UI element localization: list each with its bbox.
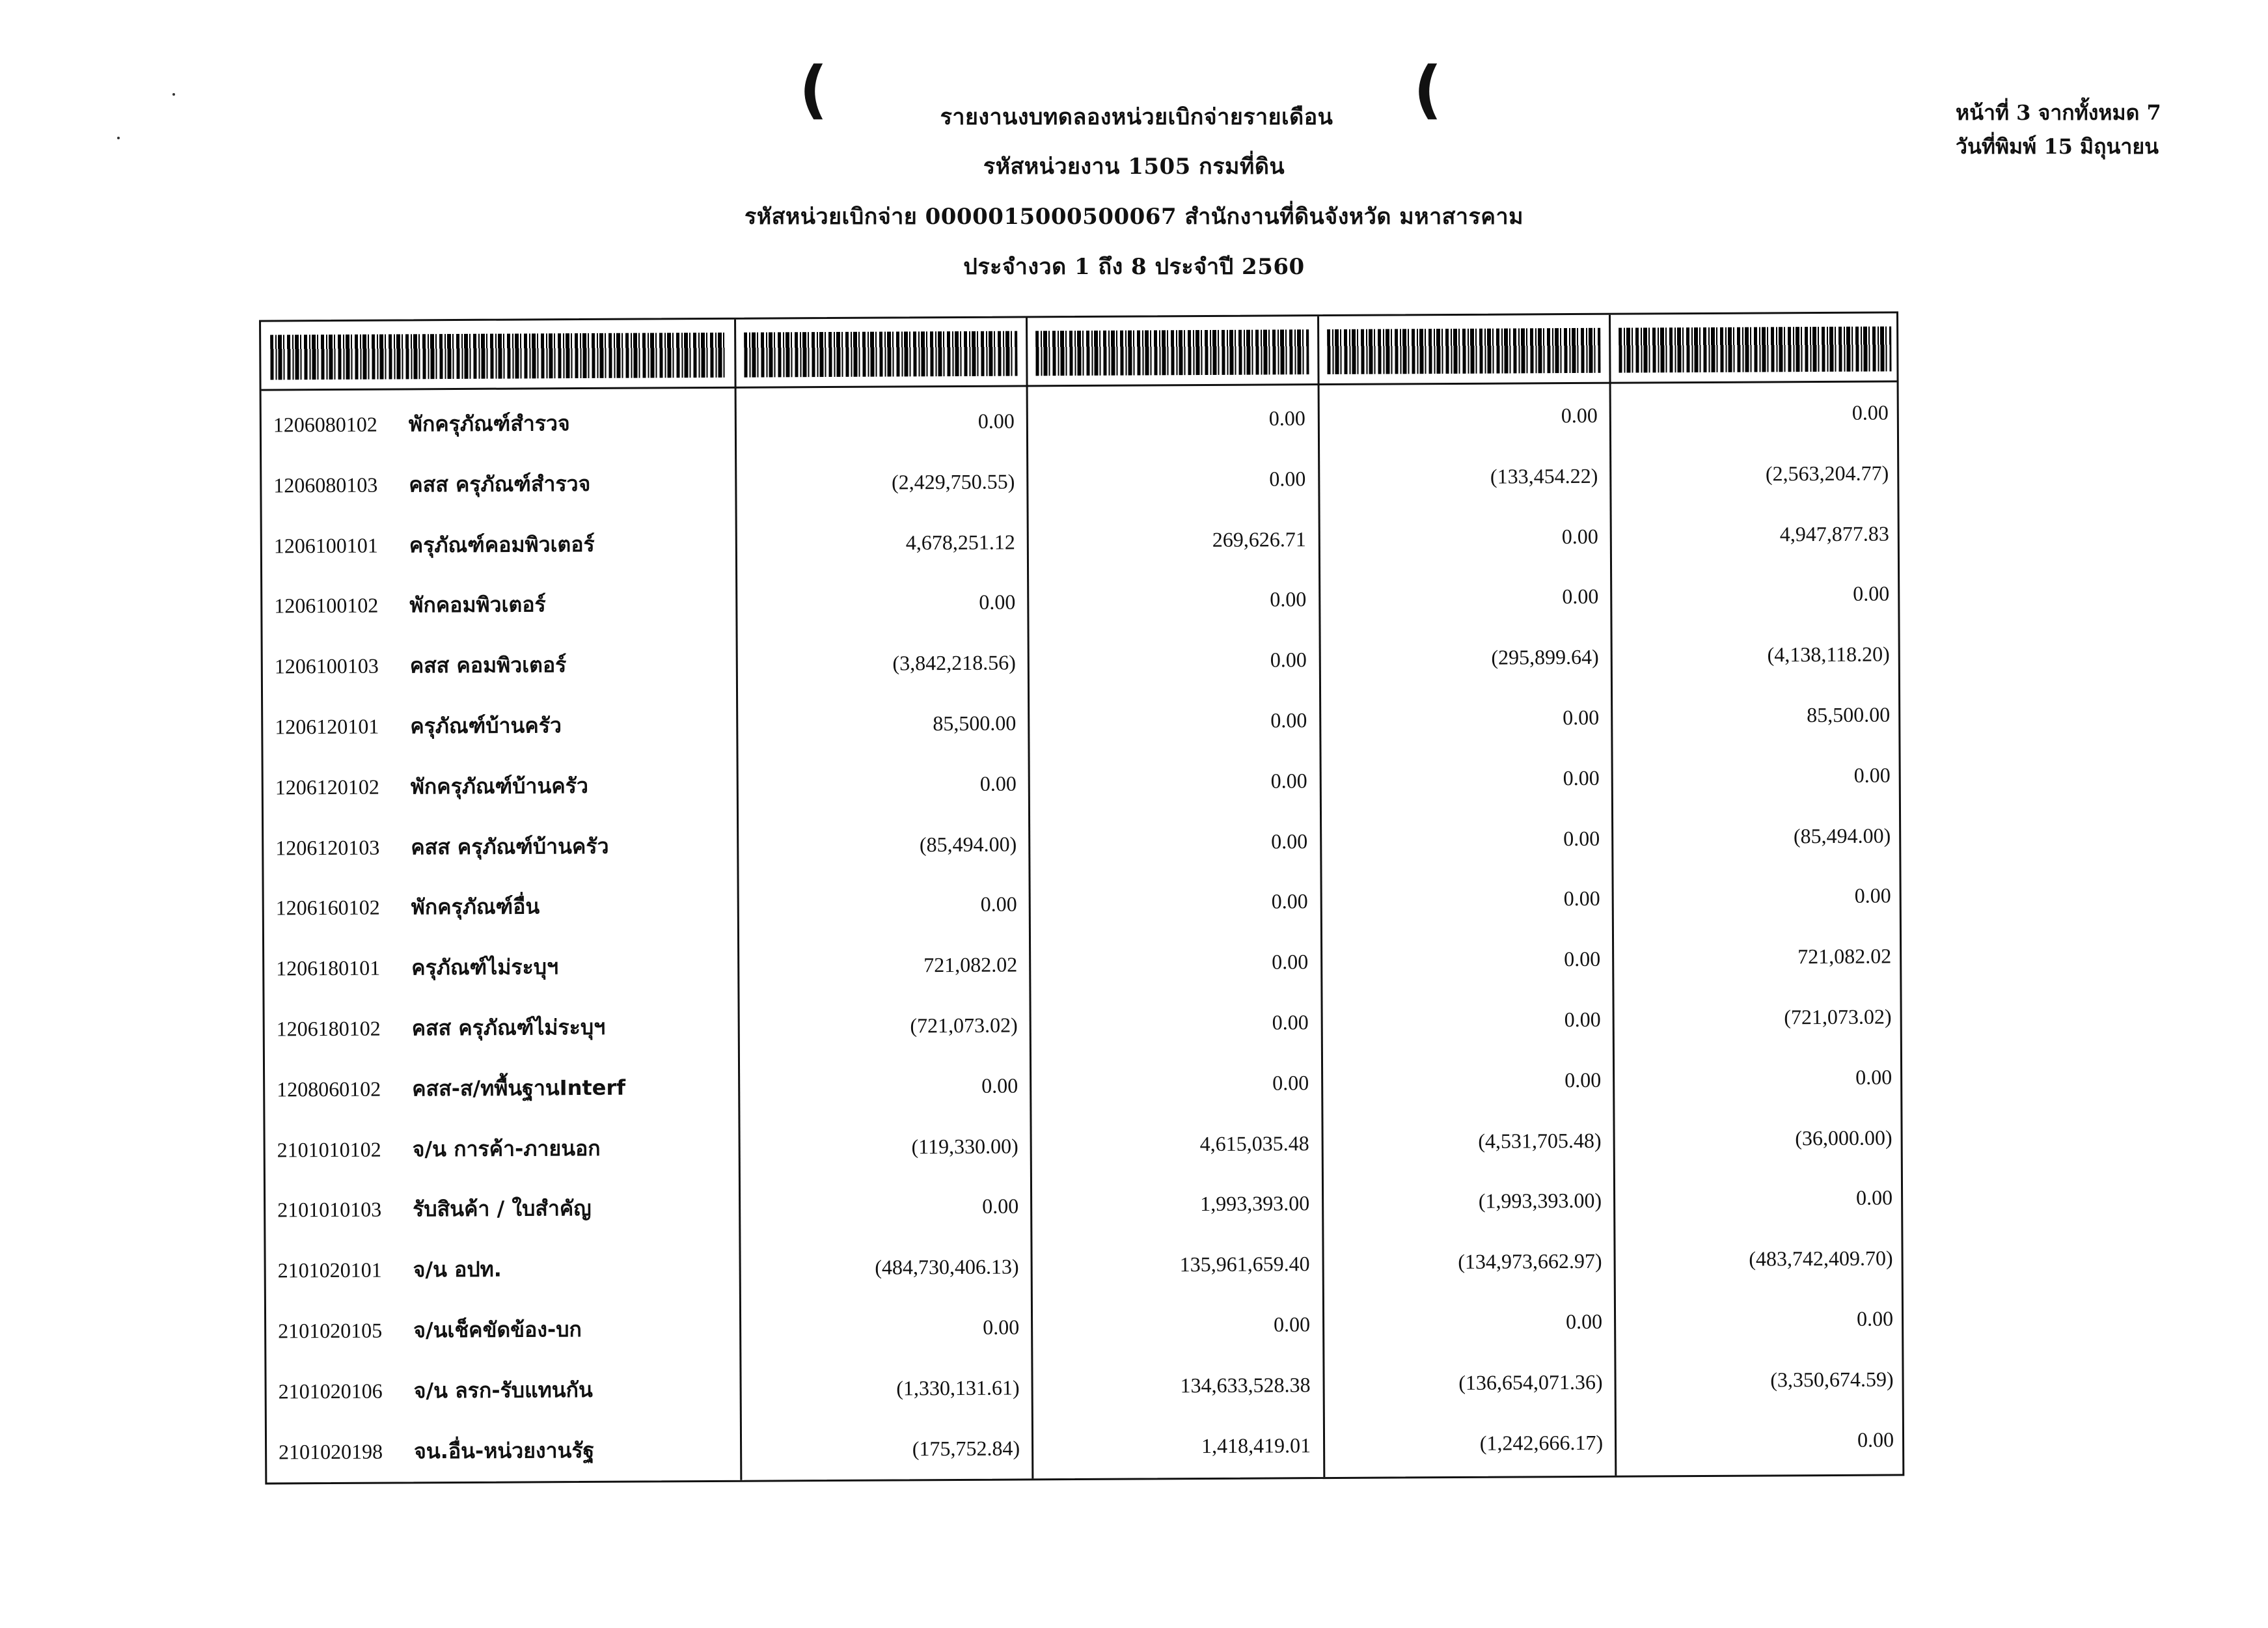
table-row (263, 687, 1898, 755)
amount-col4: 85,500.00 (1807, 702, 1891, 727)
account-name: จ/น อปท. (413, 1256, 502, 1282)
table-row (264, 929, 1900, 997)
account-name: ครุภัณฑ์ไม่ระบุฯ (411, 954, 559, 980)
amount-col4: (2,563,204.77) (1765, 461, 1889, 486)
account-code: 1206120102 (275, 775, 379, 799)
amount-col1: (85,494.00) (919, 832, 1017, 856)
amount-col3: 0.00 (1564, 1007, 1601, 1032)
account-name: พักคอมพิวเตอร์ (409, 592, 546, 618)
amount-col2: 0.00 (1272, 1070, 1309, 1095)
amount-col3: 0.00 (1562, 585, 1599, 609)
amount-col2: 0.00 (1270, 768, 1307, 793)
disbursing-unit-line: รหัสหน่วยเบิกจ่าย 0000015000500067 สำนักงานที่ดินจังหวัด มหาสารคาม (744, 204, 1524, 230)
amount-col4: 4,947,877.83 (1779, 521, 1889, 545)
amount-col4: 721,082.02 (1797, 944, 1892, 969)
account-name: จ/น ลรก-รับแทนกัน (413, 1377, 593, 1403)
table-row (264, 808, 1899, 876)
amount-col1: 85,500.00 (933, 711, 1017, 736)
amount-col3: (4,531,705.48) (1478, 1128, 1602, 1153)
amount-col4: 0.00 (1853, 763, 1891, 787)
account-name: คสส ครุภัณฑ์ไม่ระบุฯ (411, 1014, 606, 1041)
table-row (266, 1351, 1902, 1420)
header-barcode-account (261, 320, 735, 389)
account-name: คสส-ส/ทพื้นฐานInterf (412, 1075, 626, 1101)
table-row (267, 1412, 1902, 1480)
amount-col1: 0.00 (977, 409, 1015, 433)
amount-col2: 0.00 (1269, 466, 1306, 491)
account-name: จ/นเช็คขัดข้อง-บก (413, 1317, 582, 1343)
binding-mark-left: ( (799, 53, 828, 126)
agency-line: รหัสหน่วยงาน 1505 กรมที่ดิน (983, 154, 1285, 180)
account-name: จน.อื่น-หน่วยงานรัฐ (414, 1437, 595, 1463)
amount-col1: 0.00 (983, 1315, 1020, 1339)
amount-col2: 0.00 (1272, 1010, 1309, 1034)
table-row (264, 989, 1900, 1057)
amount-col1: (1,330,131.61) (896, 1375, 1020, 1400)
amount-col4: 0.00 (1857, 1428, 1894, 1452)
print-date: วันที่พิมพ์ 15 มิถุนายน (1956, 134, 2159, 159)
scan-speck (172, 93, 175, 96)
account-code: 2101020101 (277, 1258, 382, 1282)
amount-col3: (136,654,071.36) (1458, 1370, 1603, 1394)
amount-col3: 0.00 (1564, 1068, 1602, 1092)
amount-col1: 0.00 (981, 1073, 1018, 1097)
table-row (263, 627, 1898, 695)
amount-col3: (1,993,393.00) (1478, 1189, 1602, 1213)
amount-col3: (1,242,666.17) (1479, 1430, 1604, 1455)
amount-col1: (119,330.00) (911, 1134, 1018, 1158)
account-code: 2101020105 (278, 1318, 383, 1343)
account-code: 1206180101 (276, 956, 381, 980)
account-code: 1208060102 (277, 1077, 381, 1101)
amount-col3: 0.00 (1563, 766, 1600, 790)
table-row (264, 868, 1899, 937)
account-code: 1206100103 (274, 654, 379, 678)
amount-col2: 269,626.71 (1212, 527, 1306, 551)
amount-col2: 0.00 (1271, 889, 1308, 913)
amount-col4: 0.00 (1855, 1065, 1892, 1089)
table-row (265, 1049, 1900, 1118)
amount-col4: (3,350,674.59) (1770, 1367, 1894, 1392)
account-name: คสส คอมพิวเตอร์ (409, 652, 567, 678)
amount-col1: (2,429,750.55) (891, 469, 1015, 494)
amount-col4: (85,494.00) (1793, 823, 1891, 848)
trial-balance-table (259, 311, 1904, 1484)
amount-col4: 0.00 (1851, 400, 1889, 424)
amount-col2: 135,961,659.40 (1179, 1252, 1310, 1276)
amount-col3: 0.00 (1561, 524, 1598, 548)
table-header-row (261, 313, 1897, 391)
amount-col3: (133,454.22) (1490, 463, 1598, 488)
amount-col1: 721,082.02 (923, 952, 1018, 977)
account-name: คสส ครุภัณฑ์บ้านครัว (411, 833, 609, 859)
account-name: พักครุภัณฑ์บ้านครัว (410, 773, 588, 799)
amount-col2: 1,418,419.01 (1201, 1433, 1311, 1457)
table-row (265, 1110, 1900, 1178)
binding-mark-right: ( (1414, 53, 1442, 126)
amount-col2: 0.00 (1274, 1312, 1311, 1336)
amount-col3: 0.00 (1566, 1309, 1603, 1334)
amount-col1: 0.00 (979, 771, 1017, 795)
table-row (262, 385, 1897, 453)
amount-col3: (134,973,662.97) (1458, 1249, 1602, 1274)
amount-col2: 0.00 (1271, 829, 1308, 853)
account-name: รับสินค้า / ใบสำคัญ (413, 1196, 592, 1222)
header-barcode-col2 (1026, 316, 1318, 385)
account-code: 1206100102 (274, 594, 379, 618)
table-row (262, 566, 1898, 635)
amount-col3: (295,899.64) (1491, 645, 1599, 669)
scan-speck (117, 137, 120, 139)
amount-col2: 0.00 (1268, 406, 1305, 430)
amount-col4: 0.00 (1856, 1306, 1894, 1331)
table-row (262, 506, 1898, 574)
amount-col1: (175,752.84) (912, 1436, 1020, 1460)
table-row (266, 1170, 1901, 1239)
header-barcode-col3 (1318, 315, 1610, 383)
account-code: 1206180102 (276, 1016, 381, 1041)
account-name: พักครุภัณฑ์อื่น (411, 894, 540, 920)
amount-col2: 0.00 (1270, 648, 1307, 672)
account-code: 2101020106 (278, 1379, 383, 1403)
amount-col2: 4,615,035.48 (1199, 1131, 1309, 1155)
amount-col2: 1,993,393.00 (1200, 1191, 1310, 1216)
table-row (266, 1291, 1902, 1359)
period-line: ประจำงวด 1 ถึง 8 ประจำปี 2560 (963, 254, 1305, 280)
account-name: พักครุภัณฑ์สำรวจ (408, 411, 570, 437)
account-code: 1206080102 (273, 412, 377, 437)
account-code: 2101010102 (277, 1137, 381, 1162)
amount-col4: 0.00 (1856, 1185, 1893, 1210)
amount-col4: 0.00 (1853, 581, 1890, 606)
amount-col1: (3,842,218.56) (892, 650, 1016, 675)
amount-col1: 4,678,251.12 (905, 530, 1015, 554)
account-name: ครุภัณฑ์คอมพิวเตอร์ (409, 531, 595, 557)
amount-col4: 0.00 (1854, 883, 1891, 908)
amount-col1: 0.00 (982, 1194, 1019, 1219)
account-name: ครุภัณฑ์บ้านครัว (410, 713, 562, 739)
amount-col2: 0.00 (1270, 587, 1307, 611)
amount-col3: 0.00 (1564, 947, 1601, 971)
amount-col4: (483,742,409.70) (1749, 1246, 1893, 1271)
amount-col3: 0.00 (1563, 826, 1600, 850)
account-code: 1206080103 (273, 473, 378, 497)
amount-col4: (4,138,118.20) (1767, 642, 1890, 667)
account-code: 2101020198 (279, 1439, 383, 1464)
header-barcode-col1 (735, 318, 1027, 386)
account-name: จ/น การค้า-ภายนอก (412, 1135, 601, 1161)
amount-col2: 134,633,528.38 (1180, 1372, 1311, 1398)
amount-col3: 0.00 (1563, 887, 1600, 911)
table-row (264, 747, 1899, 816)
header-barcode-col4 (1609, 313, 1901, 381)
amount-col2: 0.00 (1270, 708, 1307, 732)
account-name: คสส ครุภัณฑ์สำรวจ (409, 471, 591, 497)
account-code: 1206120103 (275, 835, 380, 860)
amount-col3: 0.00 (1563, 705, 1600, 730)
amount-col1: (484,730,406.13) (875, 1254, 1019, 1279)
account-code: 2101010103 (277, 1198, 382, 1222)
amount-col2: 0.00 (1272, 950, 1309, 974)
amount-col1: 0.00 (979, 590, 1016, 614)
table-row (266, 1231, 1901, 1299)
page-number: หน้าที่ 3 จากทั้งหมด 7 (1956, 100, 2161, 125)
account-code: 1206120101 (275, 714, 379, 739)
amount-col1: 0.00 (980, 892, 1017, 917)
account-code: 1206160102 (275, 896, 380, 920)
table-row (262, 445, 1897, 514)
amount-col1: (721,073.02) (910, 1013, 1018, 1038)
amount-col3: 0.00 (1561, 403, 1598, 428)
amount-col4: (36,000.00) (1795, 1125, 1892, 1150)
amount-col4: (721,073.02) (1784, 1004, 1892, 1029)
account-code: 1206100101 (273, 533, 378, 558)
report-title: รายงานงบทดลองหน่วยเบิกจ่ายรายเดือน (940, 104, 1333, 130)
